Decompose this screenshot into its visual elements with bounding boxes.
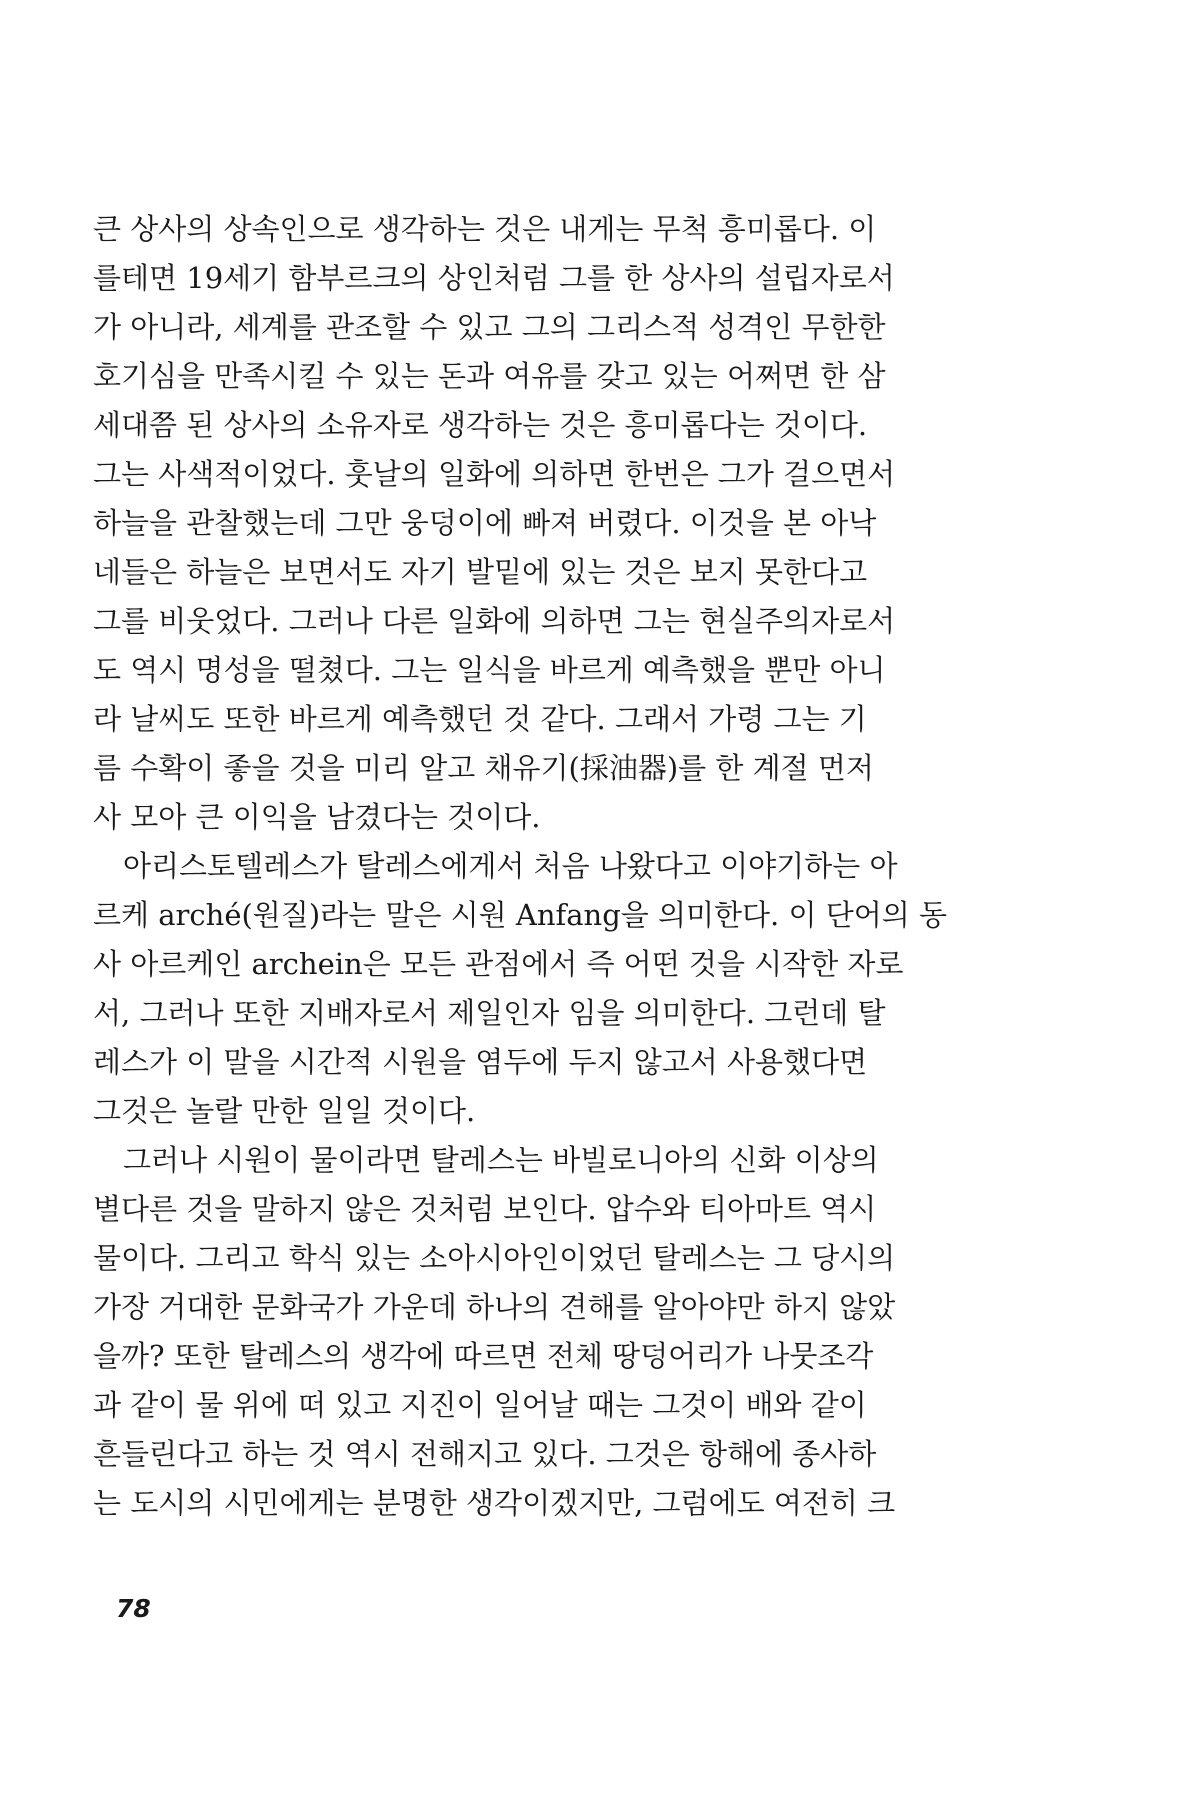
text-line: 도 역시 명성을 떨쳤다. 그는 일식을 바르게 예측했을 뿐만 아니 xyxy=(93,653,886,687)
text-line: 레스가 이 말을 시간적 시원을 염두에 두지 않고서 사용했다면 xyxy=(93,1045,868,1079)
text-line: 하늘을 관찰했는데 그만 웅덩이에 빠져 버렸다. 이것을 본 아낙 xyxy=(93,506,877,540)
text-line: 네들은 하늘은 보면서도 자기 발밑에 있는 것은 보지 못한다고 xyxy=(93,555,868,589)
text-line: 사 아르케인 archein은 모든 관점에서 즉 어떤 것을 시작한 자로 xyxy=(93,947,904,981)
text-line: 가 아니라, 세계를 관조할 수 있고 그의 그리스적 성격인 무한한 xyxy=(93,310,886,344)
text-line: 서, 그러나 또한 지배자로서 제일인자 임을 의미한다. 그런데 탈 xyxy=(93,996,886,1030)
text-line: 를테면 19세기 함부르크의 상인처럼 그를 한 상사의 설립자로서 xyxy=(93,261,895,295)
text-line: 그는 사색적이었다. 훗날의 일화에 의하면 한번은 그가 걸으면서 xyxy=(93,457,896,491)
body-text xyxy=(93,205,1013,1528)
text-line: 가장 거대한 문화국가 가운데 하나의 견해를 알아야만 하지 않았 xyxy=(93,1290,896,1324)
text-line: 호기심을 만족시킬 수 있는 돈과 여유를 갖고 있는 어쩌면 한 삼 xyxy=(93,359,886,393)
text-line: 과 같이 물 위에 떠 있고 지진이 일어날 때는 그것이 배와 같이 xyxy=(93,1388,867,1422)
text-line: 는 도시의 시민에게는 분명한 생각이겠지만, 그럼에도 여전히 크 xyxy=(93,1486,896,1520)
page-number: 78 xyxy=(116,1594,151,1623)
text-line: 사 모아 큰 이익을 남겼다는 것이다. xyxy=(93,800,541,834)
text-line: 그것은 놀랄 만한 일일 것이다. xyxy=(93,1094,476,1128)
text-line: 름 수확이 좋을 것을 미리 알고 채유기(採油器)를 한 계절 먼저 xyxy=(93,751,874,785)
text-line: 별다른 것을 말하지 않은 것처럼 보인다. 압수와 티아마트 역시 xyxy=(93,1192,877,1226)
text-line: 을까? 또한 탈레스의 생각에 따르면 전체 땅덩어리가 나뭇조각 xyxy=(93,1339,874,1373)
text-line: 아리스토텔레스가 탈레스에게서 처음 나왔다고 이야기하는 아 xyxy=(123,849,898,883)
text-line: 그러나 시원이 물이라면 탈레스는 바빌로니아의 신화 이상의 xyxy=(123,1143,879,1177)
text-line: 흔들린다고 하는 것 역시 전해지고 있다. 그것은 항해에 종사하 xyxy=(93,1437,877,1471)
text-line: 세대쯤 된 상사의 소유자로 생각하는 것은 흥미롭다는 것이다. xyxy=(93,408,868,442)
text-line: 물이다. 그리고 학식 있는 소아시아인이었던 탈레스는 그 당시의 xyxy=(93,1241,896,1275)
text-line: 큰 상사의 상속인으로 생각하는 것은 내게는 무척 흥미롭다. 이 xyxy=(93,212,877,246)
text-line: 그를 비웃었다. 그러나 다른 일화에 의하면 그는 현실주의자로서 xyxy=(93,604,896,638)
text-line: 르케 arché(원질)라는 말은 시원 Anfang을 의미한다. 이 단어의 동 xyxy=(93,898,947,932)
text-line: 라 날씨도 또한 바르게 예측했던 것 같다. 그래서 가령 그는 기 xyxy=(93,702,867,736)
